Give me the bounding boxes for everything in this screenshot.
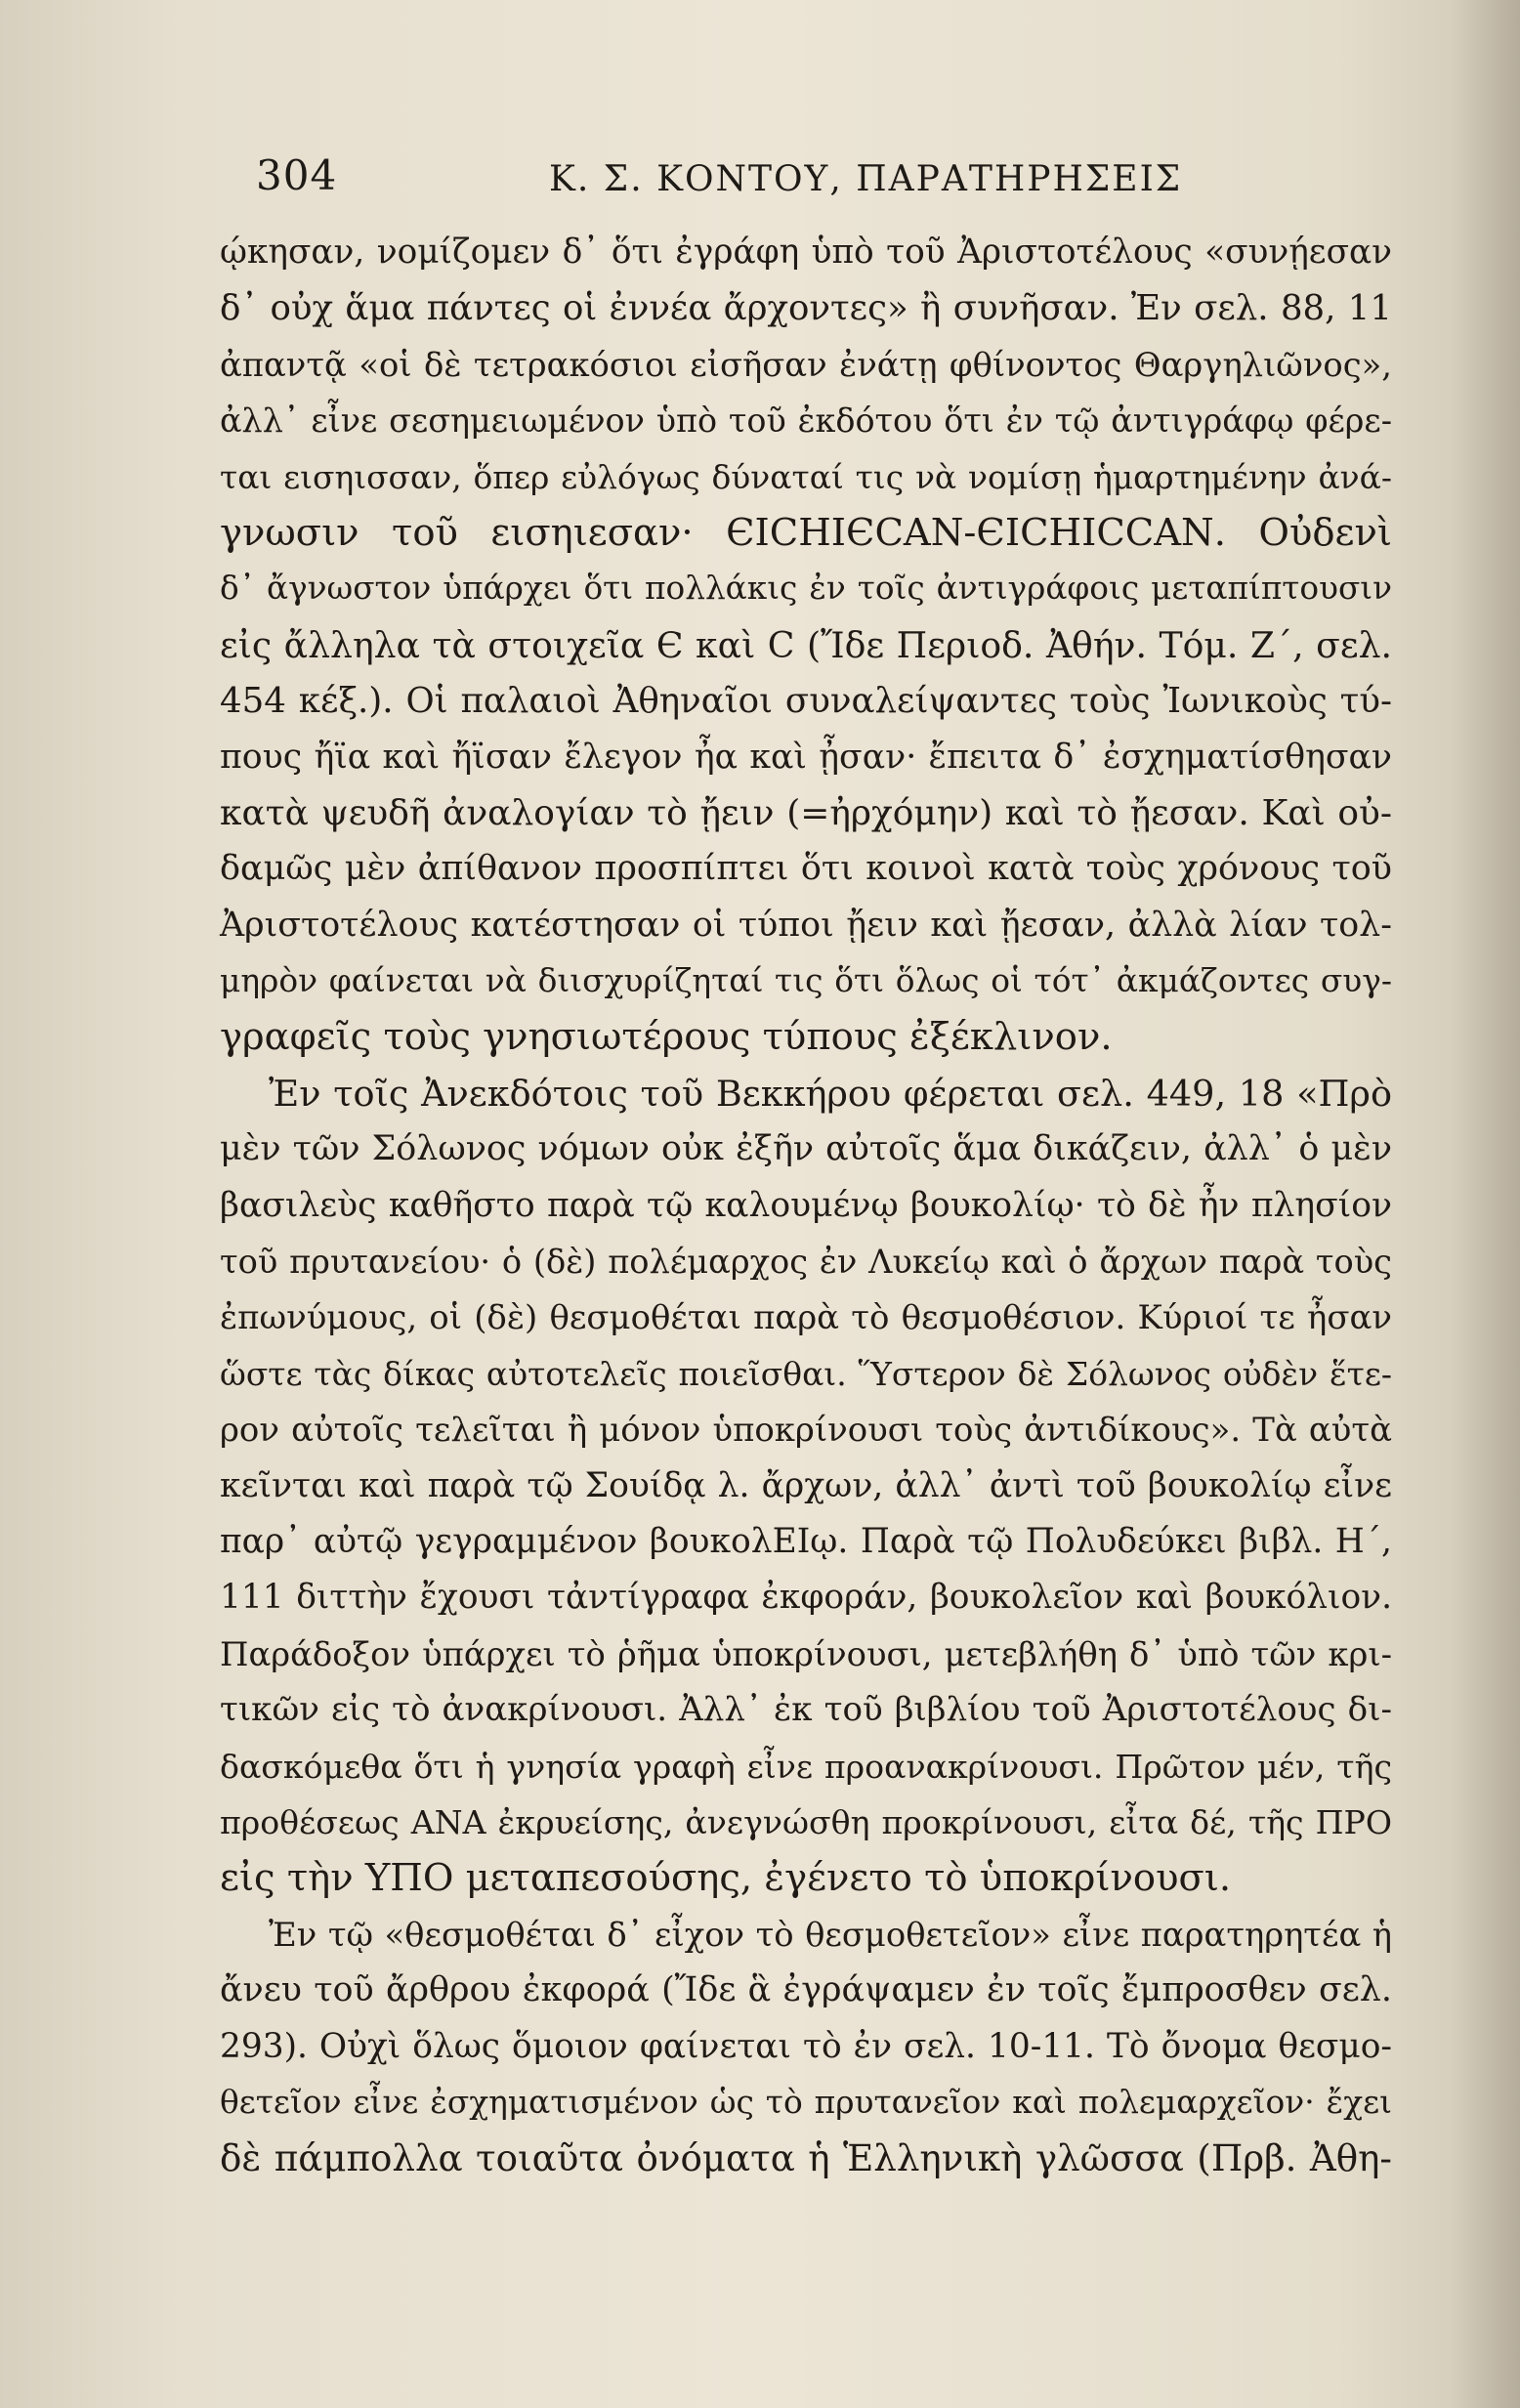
text-line: εἰς ἄλληλα τὰ στοιχεῖα Є καὶ C (Ἴδε Περιοδ. Ἀθήν. Τόμ. Ζ΄, σελ. [220,623,1392,666]
text-line: δὲ πάμπολλα τοιαῦτα ὀνόματα ἡ Ἑλληνικὴ γλῶσσα (Πρβ. Ἀθη- [220,2136,1392,2180]
text-line: μηρὸν φαίνεται νὰ διισχυρίζηταί τις ὅτι ὅλως οἱ τότ᾽ ἀκμάζοντες συγ- [220,962,1392,1000]
text-line: πους ἤϊα καὶ ἤϊσαν ἔλεγον ἦα καὶ ᾖσαν· ἔπειτα δ᾽ ἐσχηματίσθησαν [220,737,1392,777]
text-line: προθέσεως ΑΝΑ ἐκρυείσης, ἀνεγνώσθη προκρίνουσι, εἶτα δέ, τῆς ΠΡΟ [220,1802,1392,1841]
body-text [220,225,1392,2187]
text-line: γραφεῖς τοὺς γνησιωτέρους τύπους ἐξέκλινον. [220,1015,1113,1060]
text-line: τικῶν εἰς τὸ ἀνακρίνουσι. Ἀλλ᾽ ἐκ τοῦ βιβλίου τοῦ Ἀριστοτέλους δι- [220,1690,1392,1730]
page-header [256,151,1373,210]
text-line: 454 κέξ.). Οἱ παλαιοὶ Ἀθηναῖοι συναλείψαντες τοὺς Ἰωνικοὺς τύ- [220,681,1392,722]
text-line: θετεῖον εἶνε ἐσχηματισμένον ὡς τὸ πρυτανεῖον καὶ πολεμαρχεῖον· ἔχει [220,2083,1392,2121]
text-line: ἀπαντᾷ «οἱ δὲ τετρακόσιοι εἰσῆσαν ἐνάτῃ φθίνοντος Θαργηλιῶνος», [220,345,1392,384]
text-line: ῴκησαν, νομίζομεν δ᾽ ὅτι ἐγράφη ὑπὸ τοῦ Ἀριστοτέλους «συνῄεσαν [220,232,1392,272]
text-line: Παράδοξον ὑπάρχει τὸ ῥῆμα ὑποκρίνουσι, μετεβλήθη δ᾽ ὑπὸ τῶν κρι- [220,1634,1392,1673]
text-line: ται εισηισσαν, ὅπερ εὐλόγως δύναταί τις νὰ νομίσῃ ἡμαρτημένην ἀνά- [220,457,1392,496]
text-line: παρ᾽ αὐτῷ γεγραμμένον βουκολΕΙῳ. Παρὰ τῷ Πολυδεύκει βιβλ. Η΄, [220,1521,1392,1561]
text-line: δαμῶς μὲν ἀπίθανον προσπίπτει ὅτι κοινοὶ κατὰ τοὺς χρόνους τοῦ [220,849,1392,889]
text-line: βασιλεὺς καθῆστο παρὰ τῷ καλουμένῳ βουκολίῳ· τὸ δὲ ἦν πλησίον [220,1185,1392,1225]
text-line: δ᾽ ἄγνωστον ὑπάρχει ὅτι πολλάκις ἐν τοῖς ἀντιγράφοις μεταπίπτουσιν [220,570,1392,608]
text-line: Ἐν τοῖς Ἀνεκδότοις τοῦ Βεκκήρου φέρεται σελ. 449, 18 «Πρὸ [269,1072,1392,1115]
text-line: εἰς τὴν ΥΠΟ μεταπεσούσης, ἐγένετο τὸ ὑποκρίνουσι. [220,1856,1232,1901]
text-line: τοῦ πρυτανείου· ὁ (δὲ) πολέμαρχος ἐν Λυκείῳ καὶ ὁ ἄρχων παρὰ τοὺς [220,1243,1392,1282]
text-line: ἀλλ᾽ εἶνε σεσημειωμένον ὑπὸ τοῦ ἐκδότου ὅτι ἐν τῷ ἀντιγράφῳ φέρε- [220,401,1392,441]
text-line: Ἀριστοτέλους κατέστησαν οἱ τύποι ᾔειν καὶ ᾔεσαν, ἀλλὰ λίαν τολ- [220,905,1392,945]
text-line: μὲν τῶν Σόλωνος νόμων οὐκ ἐξῆν αὐτοῖς ἅμα δικάζειν, ἀλλ᾽ ὁ μὲν [220,1129,1392,1169]
text-line: 293). Οὐχὶ ὅλως ὅμοιον φαίνεται τὸ ἐν σελ. 10-11. Τὸ ὄνομα θεσμο- [220,2026,1392,2066]
text-line: 111 διττὴν ἔχουσι τἀντίγραφα ἐκφοράν, βουκολεῖον καὶ βουκόλιον. [220,1578,1392,1618]
text-line: Ἐν τῷ «θεσμοθέται δ᾽ εἶχον τὸ θεσμοθετεῖον» εἶνε παρατηρητέα ἡ [269,1915,1392,1954]
text-line: ἄνευ τοῦ ἄρθρου ἐκφορά (Ἴδε ἃ ἐγράψαμεν ἐν τοῖς ἔμπροσθεν σελ. [220,1970,1392,2010]
text-line: δ᾽ οὐχ ἅμα πάντες οἱ ἐννέα ἄρχοντες» ἢ συνῆσαν. Ἐν σελ. 88, 11 [220,288,1392,329]
text-line: ὥστε τὰς δίκας αὐτοτελεῖς ποιεῖσθαι. Ὕστερον δὲ Σόλωνος οὐδὲν ἕτε- [220,1354,1392,1393]
text-line: κεῖνται καὶ παρὰ τῷ Σουίδᾳ λ. ἄρχων, ἀλλ᾽ ἀντὶ τοῦ βουκολίῳ εἶνε [220,1465,1392,1505]
text-line: ἐπωνύμους, οἱ (δὲ) θεσμοθέται παρὰ τὸ θεσμοθέσιον. Κύριοί τε ἦσαν [220,1298,1392,1337]
text-line: ρον αὐτοῖς τελεῖται ἢ μόνον ὑποκρίνουσι τοὺς ἀντιδίκους». Τὰ αὐτὰ [220,1411,1392,1450]
text-line: κατὰ ψευδῆ ἀναλογίαν τὸ ᾔειν (=ἠρχόμην) καὶ τὸ ᾔεσαν. Καὶ οὐ- [220,792,1392,833]
running-head: Κ. Σ. ΚΟΝΤΟΥ, ΠΑΡΑΤΗΡΗΣΕΙΣ [549,159,1183,199]
text-line: γνωσιν τοῦ εισηιεσαν· ЄΙCΗΙЄCΑΝ-ЄΙCΗΙCCΑΝ. Οὐδενὶ [220,510,1392,555]
text-line: δασκόμεθα ὅτι ἡ γνησία γραφὴ εἶνε προανακρίνουσι. Πρῶτον μέν, τῆς [220,1747,1392,1786]
page-number: 304 [256,151,338,199]
